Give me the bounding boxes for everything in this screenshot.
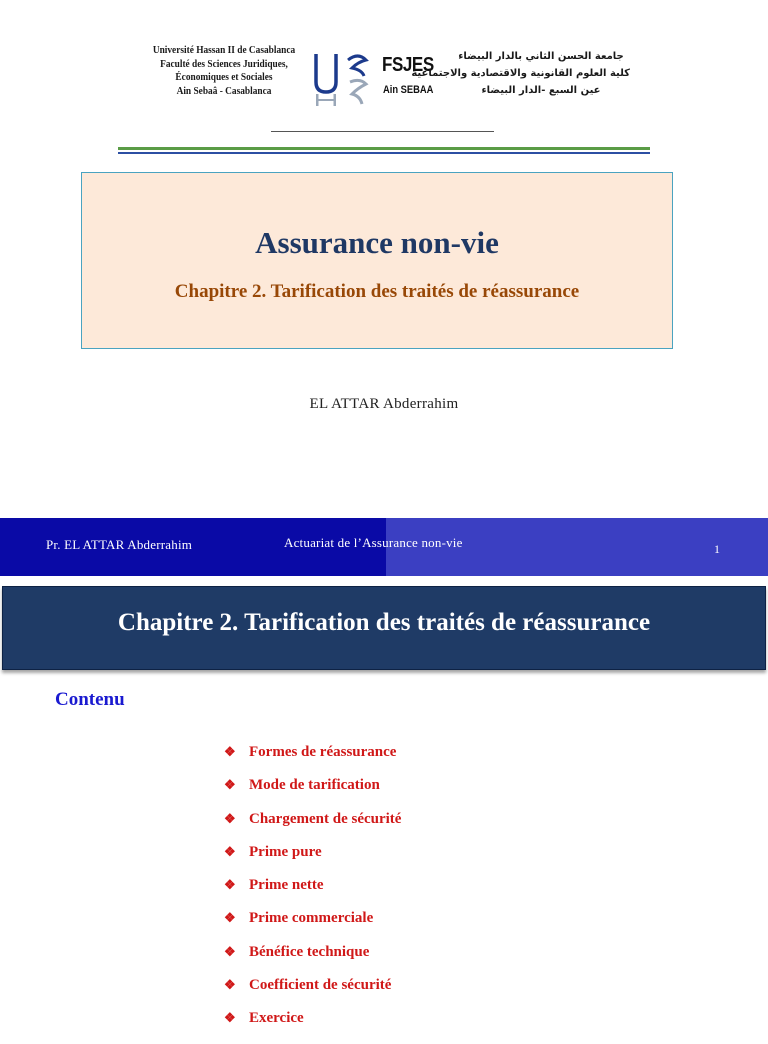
- ain-sebaa-logo-text: Ain SEBAA: [383, 84, 434, 96]
- diamond-bullet-icon: ❖: [224, 1010, 236, 1026]
- chapter-title: Chapitre 2. Tarification des traités de réassurance: [117, 609, 651, 636]
- list-item: ❖ Prime nette: [224, 877, 324, 894]
- page-number: 1: [714, 542, 720, 556]
- title-slide: [0, 0, 768, 518]
- list-item: ❖ Prime pure: [224, 843, 322, 860]
- footer-author: Pr. EL ATTAR Abderrahim: [46, 537, 193, 552]
- list-item: ❖ Coefficient de sécurité: [224, 977, 392, 994]
- university-name-ar: جامعة الحسن الثاني بالدار البيضاء كلية العلوم القانونية والاقتصادية والاجتماعية عين السبع -الدار البيضاء: [411, 51, 630, 96]
- list-item: ❖ Exercice: [224, 1010, 304, 1027]
- diamond-bullet-icon: ❖: [224, 877, 236, 893]
- diamond-bullet-icon: ❖: [224, 910, 236, 926]
- list-item: ❖ Prime commerciale: [224, 910, 374, 927]
- list-item: ❖ Chargement de sécurité: [224, 810, 402, 827]
- diamond-bullet-icon: ❖: [224, 777, 236, 793]
- uh2c-logo-icon: [312, 48, 370, 108]
- contents-heading: Contenu: [55, 689, 125, 710]
- fsjes-logo-text: FSJES: [382, 54, 434, 76]
- header-divider: [271, 131, 494, 132]
- document-subtitle: Chapitre 2. Tarification des traités de réassurance: [174, 281, 580, 302]
- header-rule-green: [118, 147, 650, 150]
- diamond-bullet-icon: ❖: [224, 977, 236, 993]
- list-item: ❖ Bénéfice technique: [224, 943, 370, 960]
- document-title: Assurance non-vie: [255, 225, 499, 260]
- title-box: [81, 172, 673, 349]
- list-item: ❖ Mode de tarification: [224, 777, 380, 794]
- chapter-banner: [2, 586, 766, 670]
- diamond-bullet-icon: ❖: [224, 810, 236, 826]
- slide-footer: [0, 518, 768, 576]
- footer-course-title: Actuariat de l’Assurance non-vie: [284, 535, 463, 550]
- diamond-bullet-icon: ❖: [224, 744, 236, 759]
- list-item: ❖ Formes de réassurance: [224, 744, 397, 760]
- author-name: EL ATTAR Abderrahim: [309, 396, 459, 412]
- contents-list: [224, 744, 401, 1044]
- diamond-bullet-icon: ❖: [224, 843, 236, 859]
- header-rule-blue: [118, 152, 650, 154]
- university-name-fr: Université Hassan II de Casablanca Faculté des Sciences Juridiques, Économiques et Sociales Ain Sebaâ - Casablanca: [152, 44, 296, 97]
- diamond-bullet-icon: ❖: [224, 943, 236, 959]
- content-slide: [0, 576, 768, 1027]
